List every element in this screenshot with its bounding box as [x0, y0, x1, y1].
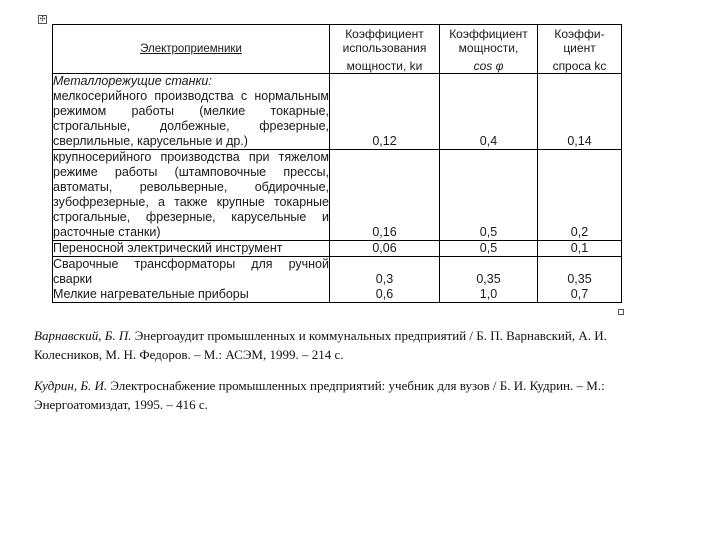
header-power-factor — [440, 25, 538, 74]
table-row — [53, 241, 622, 257]
usage-coefficient-cell: 0,06 — [330, 241, 440, 257]
demand-coefficient-cell: 0,14 — [538, 89, 622, 150]
demand-coefficient-cell: 0,7 — [538, 287, 622, 303]
header-demand-line2: циент — [563, 41, 596, 55]
reference-item — [34, 376, 674, 414]
reference-author: Кудрин, Б. И. — [34, 378, 108, 393]
receiver-cell: Сварочные трансформаторы для ручной сварки — [53, 257, 329, 286]
header-usage-line2: использования — [342, 41, 427, 55]
usage-coefficient-cell — [330, 74, 440, 90]
header-usage-line3: мощности, kи — [346, 59, 423, 73]
table-row — [53, 74, 622, 90]
table-row — [53, 257, 622, 288]
table-resize-handle[interactable] — [618, 309, 624, 315]
receiver-cell: крупносерийного производства при тяжелом режиме работы (штамповочные прессы, автоматы, револьверные, обдирочные, зубофрезерные, а также крупные токарные строгальные, фрезерные, карусельные и расточные станки) — [53, 150, 329, 239]
usage-coefficient-cell: 0,3 — [330, 257, 440, 288]
power-factor-cell: 0,4 — [440, 89, 538, 150]
table-row — [53, 150, 622, 241]
reference-text: Электроснабжение промышленных предприятий: учебник для вузов / Б. И. Кудрин. – М.: Энергоатомиздат, 1995. – 416 с. — [34, 378, 605, 412]
receiver-cell: Мелкие нагревательные приборы — [53, 287, 330, 303]
header-demand-line3: спроса kс — [552, 59, 607, 73]
usage-coefficient-cell: 0,12 — [330, 89, 440, 150]
usage-coefficient-cell: 0,16 — [330, 150, 440, 241]
header-power-line3: cos φ — [473, 59, 504, 73]
table-row — [53, 287, 622, 303]
table-row — [53, 89, 622, 150]
header-power-line2: мощности, — [458, 41, 519, 55]
receiver-cell: Металлорежущие станки: — [53, 74, 330, 90]
reference-text: Энергоаудит промышленных и коммунальных предприятий / Б. П. Варнавский, А. И. Колесников, М. Н. Федоров. – М.: АСЭМ, 1999. – 214 с. — [34, 328, 607, 362]
power-factor-cell — [440, 74, 538, 90]
demand-coefficient-cell: 0,35 — [538, 257, 622, 288]
reference-item — [34, 326, 674, 364]
table-body — [53, 74, 622, 303]
power-factor-cell: 0,35 — [440, 257, 538, 288]
header-row — [53, 25, 622, 74]
references-section — [34, 326, 674, 426]
header-receivers: Электроприемники — [53, 25, 330, 74]
demand-coefficient-cell: 0,2 — [538, 150, 622, 241]
header-usage-coefficient — [330, 25, 440, 74]
header-demand-line1: Коэффи- — [554, 27, 605, 41]
demand-coefficient-cell: 0,1 — [538, 241, 622, 257]
table-move-handle[interactable]: ✣ — [39, 16, 46, 23]
coefficients-table — [52, 24, 622, 303]
power-factor-cell: 0,5 — [440, 150, 538, 241]
power-factor-cell: 1,0 — [440, 287, 538, 303]
receiver-cell: мелкосерийного производства с нормальным режимом работы (мелкие токарные, строгальные, долбежные, фрезерные, сверлильные, карусельные и др.) — [53, 89, 329, 148]
header-usage-line1: Коэффициент — [345, 27, 424, 41]
demand-coefficient-cell — [538, 74, 622, 90]
header-power-line1: Коэффициент — [449, 27, 528, 41]
usage-coefficient-cell: 0,6 — [330, 287, 440, 303]
receiver-cell: Переносной электрический инструмент — [53, 241, 330, 257]
power-factor-cell: 0,5 — [440, 241, 538, 257]
reference-author: Варнавский, Б. П. — [34, 328, 132, 343]
header-demand-coefficient — [538, 25, 622, 74]
